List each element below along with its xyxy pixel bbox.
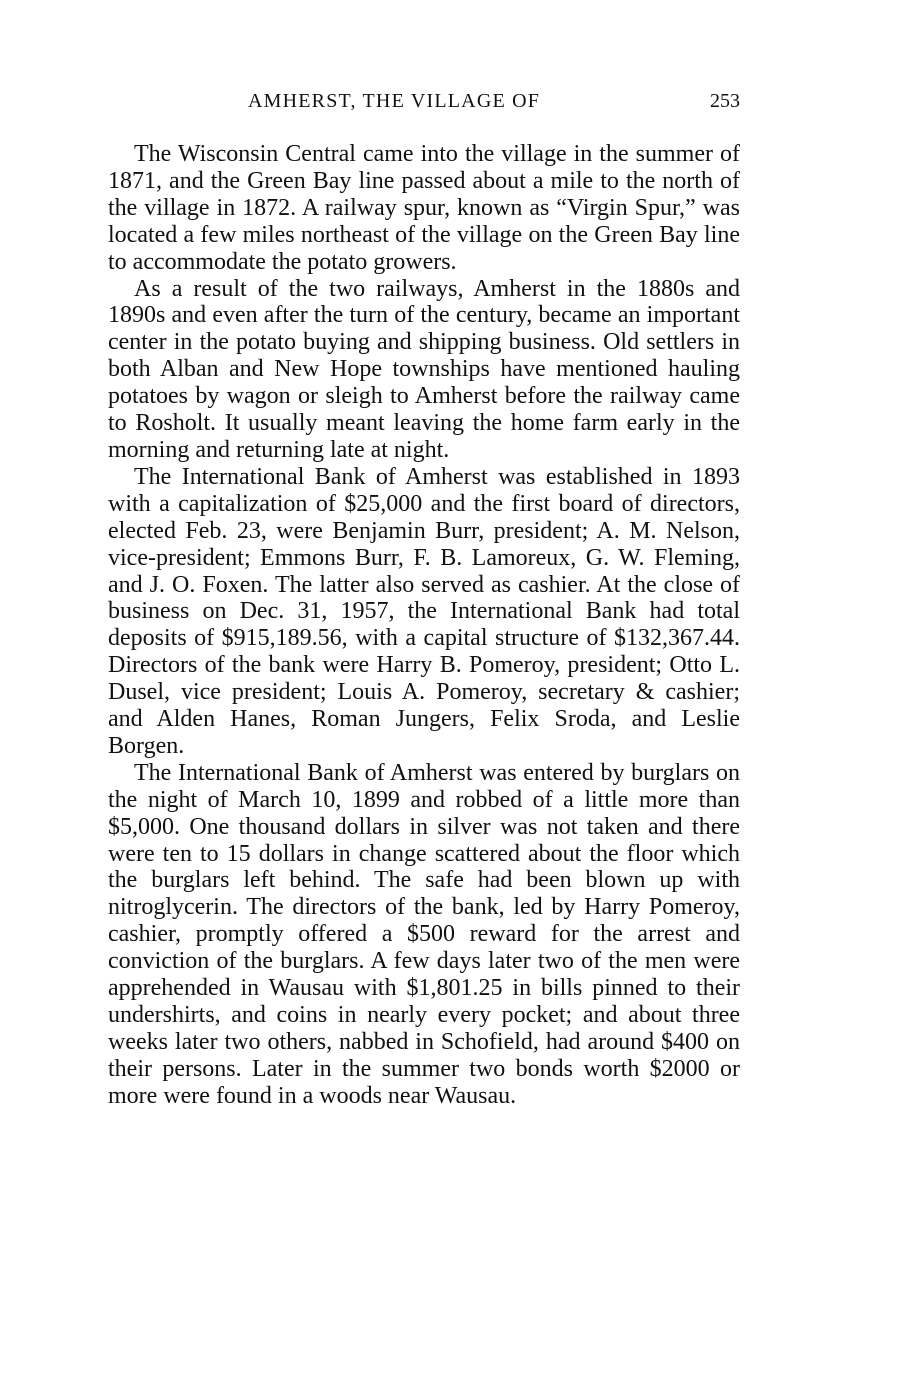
running-title: AMHERST, THE VILLAGE OF xyxy=(248,90,541,112)
paragraph-international-bank: The International Bank of Amherst was established in 1893 with a capitalization of $25,000 and the first board of directors, elected Feb. 23, were Benjamin Burr, president; A. M. Nelson, vice-president; Emmons Burr, F. B. Lamoreux, G. W. Fleming, and J. O. Foxen. The latter also served as cashier. At the close of business on Dec. 31, 1957, the International Bank had total deposits of $915,189.56, with a capital structure of $132,367.44. Directors of the bank were Harry B. Pomeroy, president; Otto L. Dusel, vice president; Louis A. Pomeroy, secretary & cashier; and Alden Hanes, Roman Jungers, Felix Sroda, and Leslie Borgen. xyxy=(108,463,740,759)
paragraph-potato-business: As a result of the two railways, Amherst in the 1880s and 1890s and even after the turn of the century, became an important center in the potato buying and shipping business. Old settlers in both Alban and New Hope townships have mentioned hauling potatoes by wagon or sleigh to Amherst before the railway came to Rosholt. It usually meant leaving the home farm early in the morning and returning late at night. xyxy=(108,275,740,463)
body-text xyxy=(108,141,740,1110)
paragraph-railways: The Wisconsin Central came into the village in the summer of 1871, and the Green Bay line passed about a mile to the north of the village in 1872. A railway spur, known as “Virgin Spur,” was located a few miles northeast of the village on the Green Bay line to accommodate the potato growers. xyxy=(108,141,740,275)
paragraph-bank-robbery: The International Bank of Amherst was entered by burglars on the night of March 10, 1899 and robbed of a little more than $5,000. One thousand dollars in silver was not taken and there were ten to 15 dollars in change scattered about the floor which the burglars left behind. The safe had been blown up with nitroglycerin. The directors of the bank, led by Harry Pomeroy, cashier, promptly offered a $500 reward for the arrest and conviction of the burglars. A few days later two of the men were apprehended in Wausau with $1,801.25 in bills pinned to their undershirts, and coins in nearly every pocket; and about three weeks later two others, nabbed in Schofield, had around $400 on their persons. Later in the summer two bonds worth $2000 or more were found in a woods near Wausau. xyxy=(108,759,740,1109)
page-number: 253 xyxy=(710,90,740,112)
running-head xyxy=(108,90,740,120)
